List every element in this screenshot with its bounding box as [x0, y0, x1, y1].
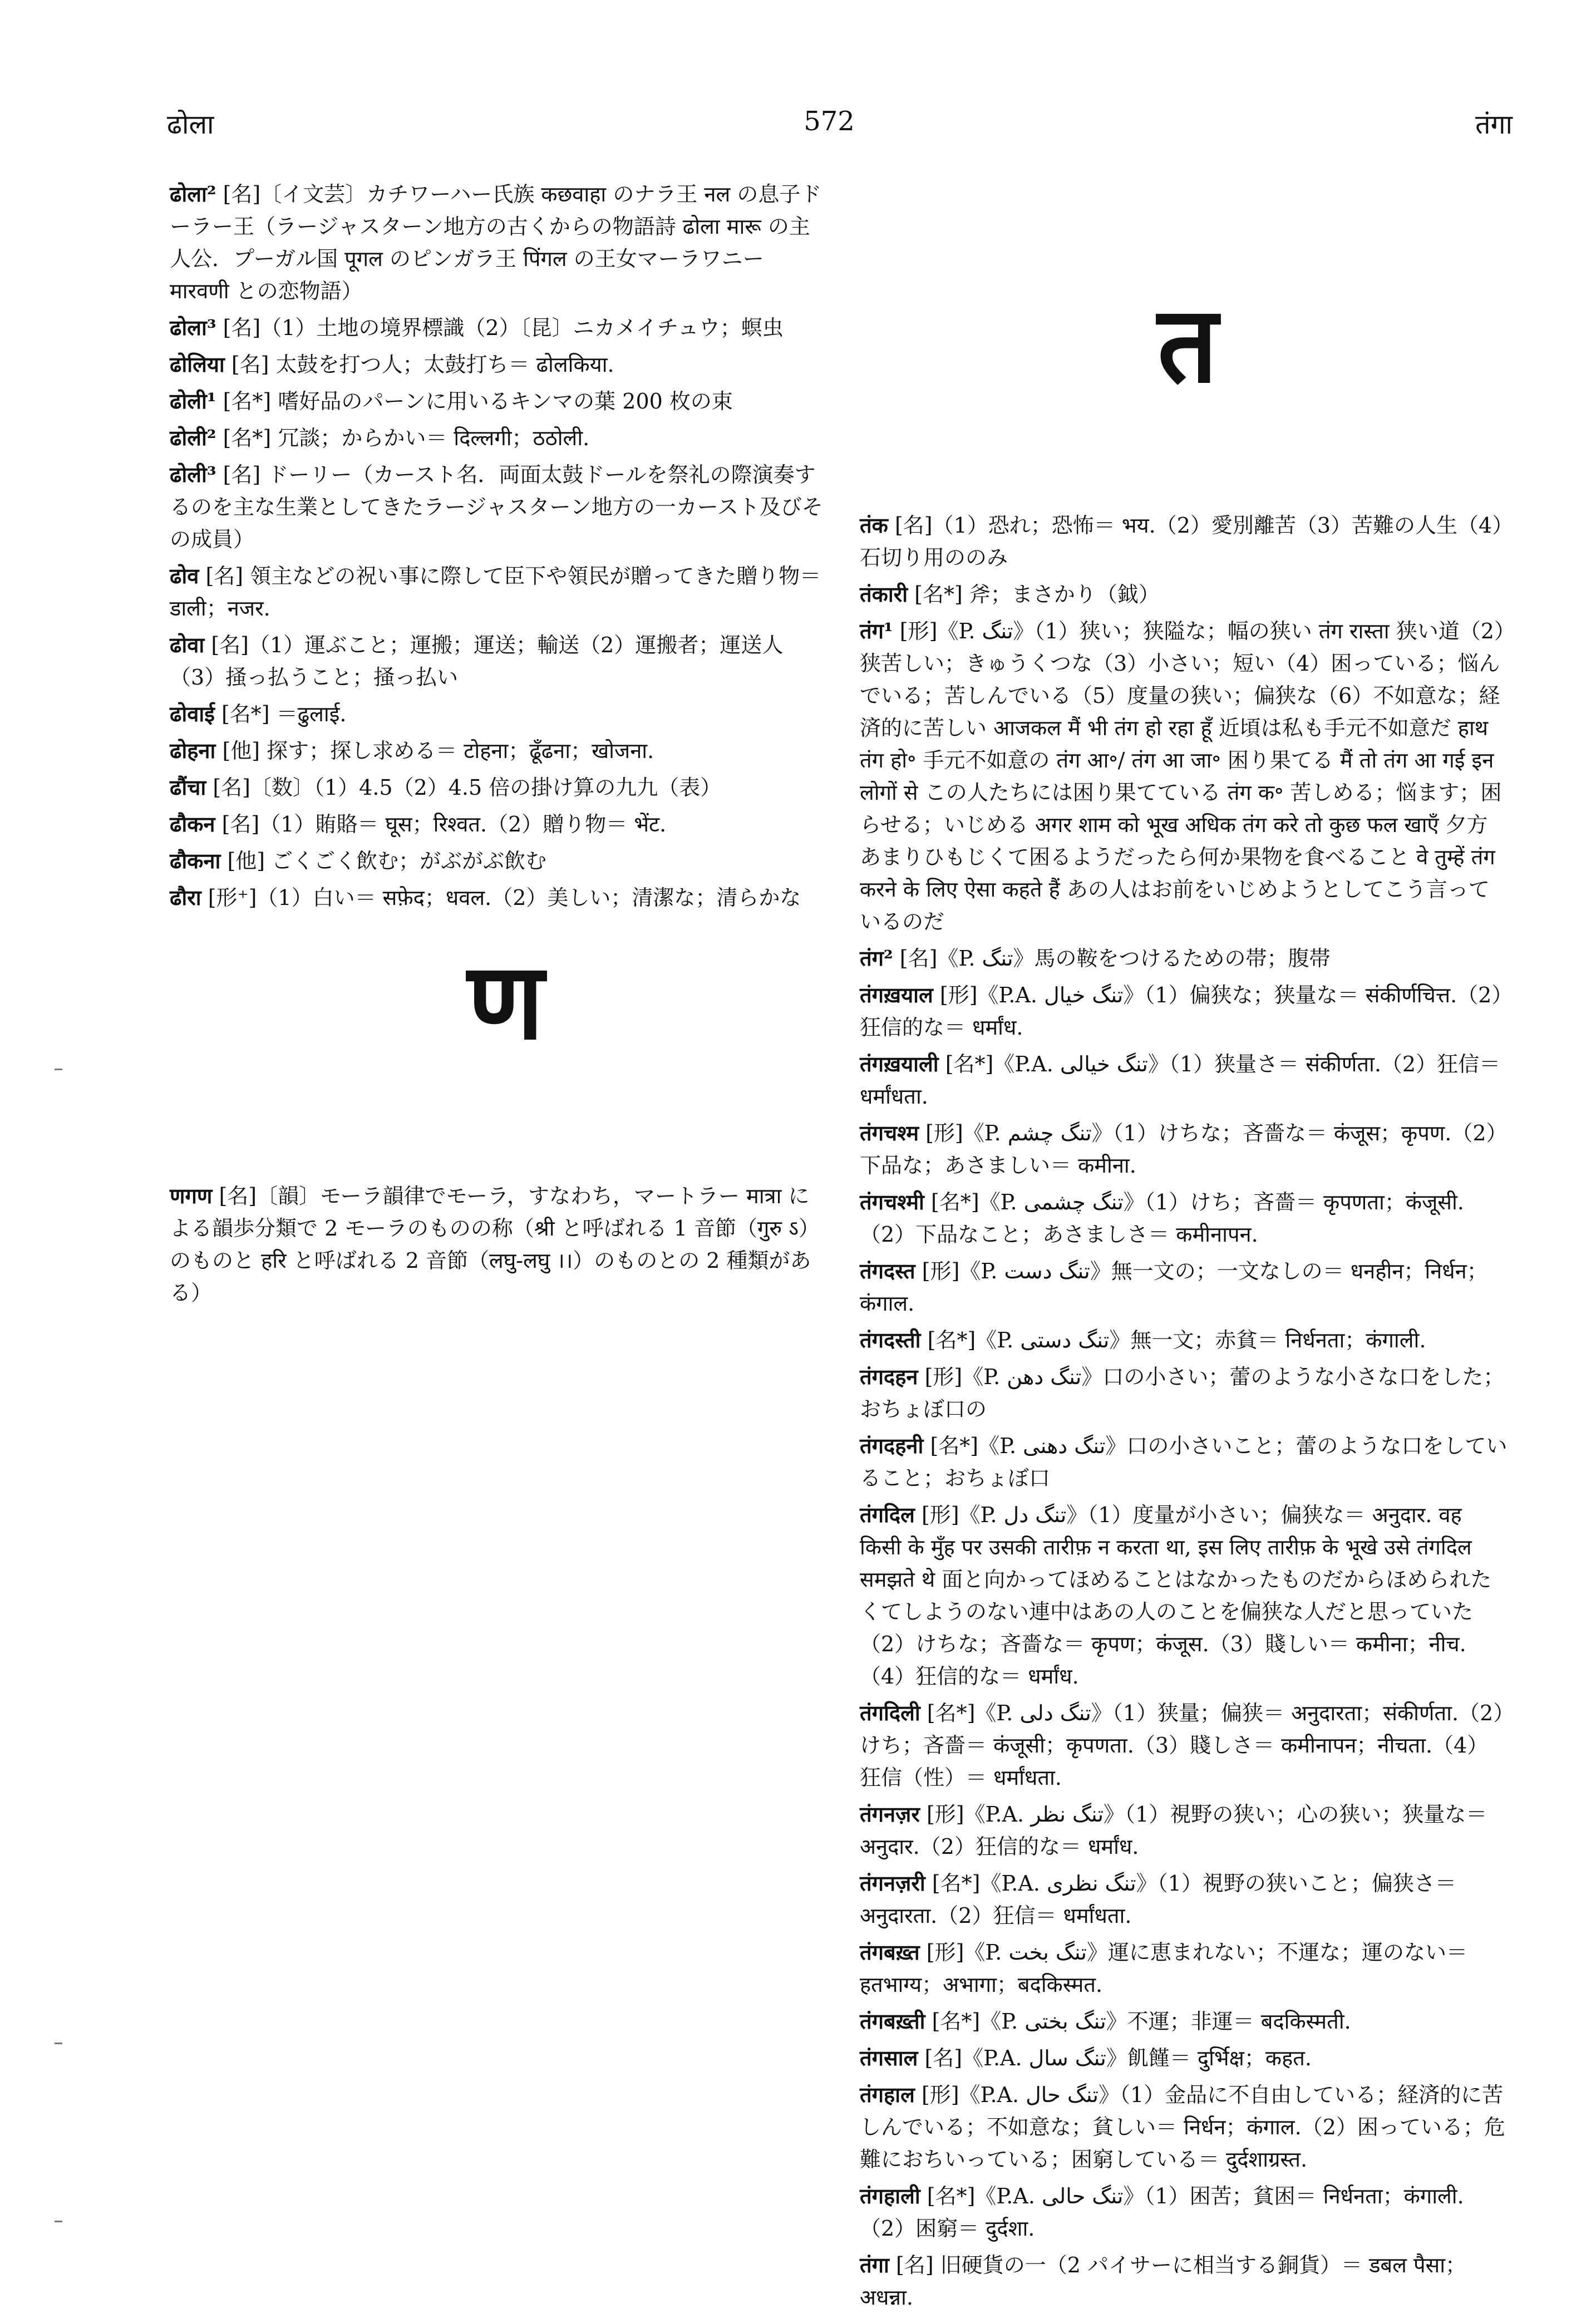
entry-definition: [形]《P. تنگ دل》（1）度量が小さい；偏狭な＝ अनुदार. वह किसी के मुँह पर उसकी तारीफ़ न करता था, इस लिए तारीफ़ के भूखे उसे तंगदिल समझते थे 面と向かってほめることはなかったものだからほめられたくてしようのない連中はあの人のことを偏狭な人だと思っていた（2）けちな；吝嗇な＝ कृपण；कंजूस.（3）賤しい＝ कमीना；नीच.（4）狂信的な＝ धर्मांध.	[860, 1503, 1492, 1689]
dictionary-entry	[860, 1867, 1508, 1932]
dictionary-entry	[170, 771, 824, 804]
entry-definition: [形]《P. تنگ چشم》（1）けちな；吝嗇な＝ कंजूस；कृपण.（2）下品な；あさましい＝ कमीना.	[860, 1121, 1508, 1178]
margin-mark	[55, 2043, 62, 2044]
dictionary-entry	[860, 2079, 1508, 2176]
entry-headword: तंगा	[860, 2252, 889, 2277]
entry-definition: [形]《P.A. تنگ حال》（1）金品に不自由している；経済的に苦しんでいる；不如意な；貧しい＝ निर्धन；कंगाल.（2）困っている；危難におちいっている；困窮している＝ दुर्दशाग्रस्त.	[860, 2083, 1505, 2172]
entry-headword: ढौकना	[170, 848, 221, 873]
dictionary-entry	[170, 1180, 824, 1309]
entry-headword: तंगबख़्त	[860, 1940, 920, 1965]
entry-definition: [形]《P. تنگ دست》無一文の；一文なしの＝ धनहीन；निर्धन；कंगाल.	[860, 1259, 1488, 1316]
dictionary-entry	[170, 629, 824, 693]
dictionary-entry	[170, 698, 824, 730]
entry-definition: [形]《P. تنگ》（1）狭い；狭隘な；幅の狭い तंग रास्ता 狭い道（2）狭苦しい；きゅうくつな（3）小さい；短い（4）困っている；悩んでいる；苦しんでいる（5）度量の狭い；偏狭な（6）不如意な；経済的に苦しい आजकल मैं भी तंग हो रहा हूँ 近頃は私も手元不如意だ हाथ तंग हो॰ 手元不如意の तंग आ॰/ तंग आ जा॰ 困り果てる मैं तो तंग आ गई इन लोगों से この人たちには困り果てている तंग क॰ 苦しめる；悩ます；困らせる；いじめる अगर शाम को भूख अधिक तंग करे तो कुछ फल खाएँ 夕方あまりひもじくて困るようだったら何か果物を食べること वे तुम्हें तंग करने के लिए ऐसा कहते हैं あの人はお前をいじめようとしてこう言っているのだ	[860, 619, 1505, 934]
entry-headword: तंगख़याली	[860, 1051, 939, 1076]
dictionary-entry	[860, 2180, 1508, 2245]
dictionary-entry	[860, 1430, 1508, 1494]
dictionary-entry	[860, 2249, 1508, 2314]
entry-definition: [他] ごくごく飲む；がぶがぶ飲む	[227, 849, 547, 873]
entry-definition: [形]《P.A. تنگ نظر》（1）視野の狭い；心の狭い；狭量な＝ अनुदार.（2）狂信的な＝ धर्मांध.	[860, 1802, 1487, 1859]
entry-definition: [名*]《P. تنگ چشمی》（1）けち；吝嗇＝ कृपणता；कंजूसी.（2）下品なこと；あさましさ＝ कमीनापन.	[860, 1190, 1464, 1247]
left-column-na-section	[170, 1180, 824, 1313]
dictionary-entry	[170, 312, 824, 344]
entry-headword: ढोवा	[170, 632, 205, 657]
entry-definition: [名]〔韻〕モーラ韻律でモーラ，すなわち，マートラー मात्रा による韻歩分類で 2 モーラのものの称（श्री と呼ばれる 1 音節（गुरु ऽ）のものと हरि と呼ばれる 2 音節（लघु-लघु ।।）のものとの 2 種類がある）	[170, 1184, 820, 1305]
entry-headword: तंगसाल	[860, 2045, 918, 2070]
entry-headword: तंगदिल	[860, 1502, 915, 1527]
entry-definition: [名]《P.A. تنگ سال》飢饉＝ दुर्भिक्ष；कहत.	[924, 2046, 1312, 2070]
dictionary-entry	[860, 979, 1508, 1044]
entry-definition: [名*] ＝ढुलाई.	[221, 702, 347, 726]
dictionary-entry	[860, 2042, 1508, 2074]
entry-headword: तंगचश्म	[860, 1120, 919, 1145]
entry-definition: [他] 探す；探し求める＝ टोहना；ढूँढना；खोजना.	[222, 739, 654, 763]
entry-definition: [名]〔数〕（1）4.5（2）4.5 倍の掛け算の九九（表）	[213, 775, 722, 800]
entry-headword: तंगख़याल	[860, 982, 933, 1007]
entry-definition: [名] 太鼓を打つ人；太鼓打ち＝ ढोलकिया.	[231, 352, 614, 377]
entry-definition: [名] 領主などの祝い事に際して臣下や領民が贈ってきた贈り物＝ डाली；नजर.	[170, 564, 821, 621]
margin-mark	[55, 1069, 62, 1070]
header-left-guideword: ढोला	[167, 109, 214, 140]
dictionary-entry	[170, 560, 824, 624]
dictionary-entry	[170, 845, 824, 877]
entry-definition: [名*]《P. تنگ دلی》（1）狭量；偏狭＝ अनुदारता；संकीर्णता.（2）けち；吝嗇＝ कंजूसी；कृपणता.（3）賤しさ＝ कमीनापन；नीचता.（4）狂信（性）＝ धर्मांधता.	[860, 1701, 1504, 1790]
entry-headword: ढोव	[170, 563, 199, 588]
entry-headword: ढौंचा	[170, 775, 206, 800]
entry-definition: [名]（1）賄賂＝ घूस；रिश्वत.（2）贈り物＝ भेंट.	[221, 812, 667, 836]
entry-definition: [名*]《P. تنگ دستی》無一文；赤貧＝ निर्धनता；कंगाली.	[927, 1328, 1426, 1352]
entry-headword: तंगदहनी	[860, 1433, 924, 1458]
entry-definition: [名*] 斧；まさかり（鉞）	[914, 582, 1160, 607]
entry-headword: तंगचश्मी	[860, 1189, 924, 1214]
dictionary-entry	[170, 385, 824, 417]
entry-headword: तंगदिली	[860, 1700, 920, 1725]
dictionary-entry	[170, 178, 824, 307]
entry-headword: तंक	[860, 513, 888, 538]
entry-headword: ढोली²	[170, 425, 216, 450]
entry-definition: [名]〔イ文芸〕カチワーハー氏族 कछवाहा のナラ王 नल の息子ドーラー王（ラージャスターン地方の古くからの物語詩 ढोला मारू の主人公．プーガル国 पूगल のピンガラ王 पिंगल の王女マーラワニー मारवणी との恋物語）	[170, 182, 822, 303]
dictionary-entry	[860, 942, 1508, 975]
entry-headword: णगण	[170, 1183, 213, 1208]
entry-headword: तंगनज़री	[860, 1871, 925, 1896]
margin-mark	[55, 2221, 62, 2222]
entry-headword: तंगदस्ती	[860, 1327, 921, 1352]
entry-headword: ढोली¹	[170, 388, 216, 414]
entry-definition: [名]（1）恐れ；恐怖＝ भय.（2）愛別離苦（3）苦難の人生（4）石切り用ののみ	[860, 513, 1503, 570]
dictionary-entry	[860, 615, 1508, 938]
entry-headword: ढोलिया	[170, 352, 225, 377]
dictionary-entry	[170, 735, 824, 767]
entry-headword: ढौकन	[170, 811, 215, 836]
entry-definition: [名*]《P. تنگ دهنی》口の小さいこと；蕾のような口をしていること；おちょぼ口	[860, 1434, 1508, 1490]
section-letter-na: ण	[467, 940, 544, 1063]
entry-definition: [名] 旧硬貨の一（2 パイサーに相当する銅貨）＝ डबल पैसा；अधन्ना.	[860, 2253, 1467, 2310]
entry-headword: तंगबख़्ती	[860, 2009, 925, 2034]
dictionary-entry	[860, 1936, 1508, 2001]
dictionary-entry	[170, 348, 824, 381]
dictionary-entry	[860, 578, 1508, 611]
entry-headword: तंगहाल	[860, 2082, 915, 2107]
entry-definition: [名*]《P.A. تنگ خیالی》（1）狭量さ＝ संकीर्णता.（2）狂信＝ धर्मांधता.	[860, 1052, 1501, 1109]
dictionary-entry	[170, 808, 824, 840]
left-column	[170, 178, 824, 918]
entry-definition: [名*]《P.A. تنگ نظری》（1）視野の狭いこと；偏狭さ＝ अनुदारता.（2）狂信＝ धर्मांधता.	[860, 1871, 1456, 1928]
entry-headword: तंगदस्त	[860, 1258, 915, 1283]
entry-definition: [形⁺]（1）白い＝ सफ़ेद；धवल.（2）美しい；清潔な；清らかな	[208, 885, 801, 910]
entry-definition: [名*] 冗談；からかい＝ दिल्लगी；ठठोली.	[223, 426, 590, 450]
dictionary-entry	[860, 2005, 1508, 2038]
dictionary-entry	[170, 459, 824, 555]
dictionary-entry	[860, 1117, 1508, 1182]
entry-headword: तंगदहन	[860, 1364, 918, 1389]
dictionary-entry	[860, 1324, 1508, 1356]
dictionary-entry	[860, 1697, 1508, 1794]
entry-definition: [名*] 嗜好品のパーンに用いるキンマの葉 200 枚の束	[223, 389, 733, 414]
entry-definition: [名*]《P.A. تنگ حالی》（1）困苦；貧困＝ निर्धनता；कंगाली.（2）困窮＝ दुर्दशा.	[860, 2184, 1464, 2241]
page-header	[0, 106, 1596, 150]
entry-definition: [名]（1）運ぶこと；運搬；運送；輸送（2）運搬者；運送人（3）掻っ払うこと；掻っ払い	[170, 633, 784, 690]
entry-headword: ढोहना	[170, 738, 216, 763]
entry-definition: [名*]《P. تنگ بختی》不運；非運＝ बदकिस्मती.	[932, 2009, 1351, 2034]
entry-definition: [形]《P. تنگ دهن》口の小さい；蕾のような小さな口をした；おちょぼ口の	[860, 1365, 1505, 1421]
section-letter-ta: त	[1157, 283, 1218, 406]
dictionary-entry	[860, 1048, 1508, 1113]
entry-headword: ढौरा	[170, 885, 201, 910]
header-right-guideword: तंगा	[1475, 109, 1513, 140]
dictionary-entry	[860, 1361, 1508, 1425]
entry-definition: [名]（1）土地の境界標識（2）〔昆〕ニカメイチュウ；螟虫	[223, 316, 784, 340]
dictionary-entry	[170, 882, 824, 914]
entry-definition: [名]《P. تنگ》馬の鞍をつけるための帯；腹帯	[899, 946, 1331, 971]
dictionary-entry	[860, 509, 1508, 574]
entry-headword: ढोला²	[170, 181, 216, 206]
entry-headword: तंग¹	[860, 618, 893, 643]
right-column	[860, 509, 1508, 2318]
page-number: 572	[804, 106, 855, 137]
entry-headword: ढोवाई	[170, 701, 215, 726]
entry-headword: तंगहाली	[860, 2183, 920, 2208]
entry-headword: ढोली³	[170, 462, 216, 487]
entry-headword: ढोला³	[170, 315, 216, 340]
dictionary-entry	[860, 1499, 1508, 1692]
dictionary-entry	[860, 1798, 1508, 1863]
dictionary-entry	[860, 1186, 1508, 1251]
entry-definition: [名] ドーリー（カースト名．両面太鼓ドールを祭礼の際演奏するのを主な生業としてきたラージャスターン地方の一カースト及びその成員）	[170, 462, 823, 552]
entry-definition: [形]《P. تنگ بخت》運に恵まれない；不運な；運のない＝ हतभाग्य；अभागा；बदकिस्मत.	[860, 1940, 1468, 1997]
entry-definition: [形]《P.A. تنگ خیال》（1）偏狭な；狭量な＝ संकीर्णचित्त.（2）狂信的な＝ धर्मांध.	[860, 983, 1503, 1040]
dictionary-entry	[860, 1255, 1508, 1320]
entry-headword: तंकारी	[860, 582, 908, 607]
entry-headword: तंग²	[860, 946, 893, 971]
entry-headword: तंगनज़र	[860, 1802, 920, 1827]
dictionary-entry	[170, 422, 824, 454]
